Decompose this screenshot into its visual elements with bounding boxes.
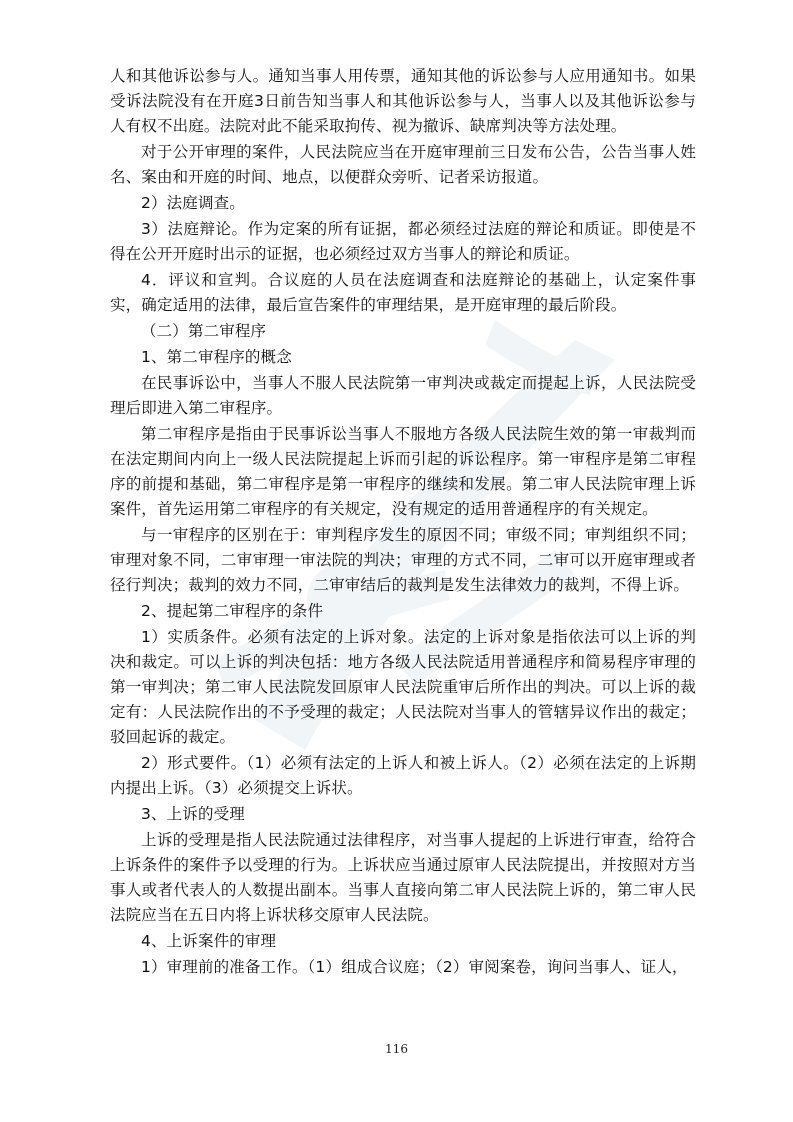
paragraph-differences: 与一审程序的区别在于：审判程序发生的原因不同；审级不同；审判组织不同；审理对象不同，二审审理一审法院的判决；审理的方式不同，二审可以开庭审理或者径行判决；裁判的效力不同，二审审结后的裁判是发生法律效力的裁判，不得上诉。 — [110, 526, 696, 594]
subheading-appeal-trial: 4、上诉案件的审理 — [141, 932, 277, 950]
page-number: 116 — [385, 1042, 408, 1056]
paragraph-concept-definition: 第二审程序是指由于民事诉讼当事人不服地方各级人民法院生效的第一审裁判而在法定期间内向上一级人民法院提起上诉而引起的诉讼程序。第一审程序是第二审程序的前提和基础，第二审程序是第一审程序的继续和发展。第二审人民法院审理上诉案件，首先运用第二审程序的有关规定，没有规定的适用普通程序的有关规定。 — [110, 425, 696, 518]
item-court-debate: 3）法庭辩论。作为定案的所有证据，都必须经过法庭的辩论和质证。即使是不得在公开开庭时出示的证据，也必须经过双方当事人的辩论和质证。 — [110, 220, 696, 263]
paragraph-concept-intro: 在民事诉讼中，当事人不服人民法院第一审判决或裁定而提起上诉，人民法院受理后即进入第二审程序。 — [110, 374, 696, 417]
paragraph-continuation: 人和其他诉讼参与人。通知当事人用传票，通知其他的诉讼参与人应用通知书。如果受诉法院没有在开庭3日前告知当事人和其他诉讼参与人，当事人以及其他诉讼参与人有权不出庭。法院对此不能采取拘传、视为撤诉、缺席判决等方法处理。 — [110, 67, 696, 135]
paragraph-public-trial-notice: 对于公开审理的案件，人民法院应当在开庭审理前三日发布公告，公告当事人姓名、案由和开庭的时间、地点，以便群众旁听、记者采访报道。 — [110, 143, 696, 186]
document-body — [110, 64, 696, 980]
paragraph-preparation: 1）审理前的准备工作。（1）组成合议庭；（2）审阅案卷，询问当事人、证人， — [141, 958, 688, 976]
item-court-investigation: 2）法庭调查。 — [141, 194, 245, 212]
subheading-acceptance: 3、上诉的受理 — [141, 805, 245, 823]
paragraph-acceptance: 上诉的受理是指人民法院通过法律程序，对当事人提起的上诉进行审查，给符合上诉条件的案件予以受理的行为。上诉状应当通过原审人民法院提出，并按照对方当事人或者代表人的人数提出副本。当事人直接向第二审人民法院上诉的，第二审人民法院应当在五日内将上诉状移交原审人民法院。 — [110, 831, 696, 924]
paragraph-substantive-conditions: 1）实质条件。必须有法定的上诉对象。法定的上诉对象是指依法可以上诉的判决和裁定。可以上诉的判决包括：地方各级人民法院适用普通程序和简易程序审理的第一审判决；第二审人民法院发回原审人民法院重审后所作出的判决。可以上诉的裁定有：人民法院作出的不予受理的裁定；人民法院对当事人的管辖异议作出的裁定；驳回起诉的裁定。 — [110, 628, 696, 746]
section-heading-second-instance: （二）第二审程序 — [141, 322, 267, 340]
subheading-concept: 1、第二审程序的概念 — [141, 348, 292, 366]
paragraph-formal-requirements: 2）形式要件。（1）必须有法定的上诉人和被上诉人。（2）必须在法定的上诉期内提出上诉。（3）必须提交上诉状。 — [110, 754, 696, 797]
item-deliberation-judgment: 4．评议和宣判。合议庭的人员在法庭调查和法庭辩论的基础上，认定案件事实，确定适用的法律，最后宣告案件的审理结果，是开庭审理的最后阶段。 — [110, 271, 696, 314]
subheading-conditions: 2、提起第二审程序的条件 — [141, 602, 324, 620]
